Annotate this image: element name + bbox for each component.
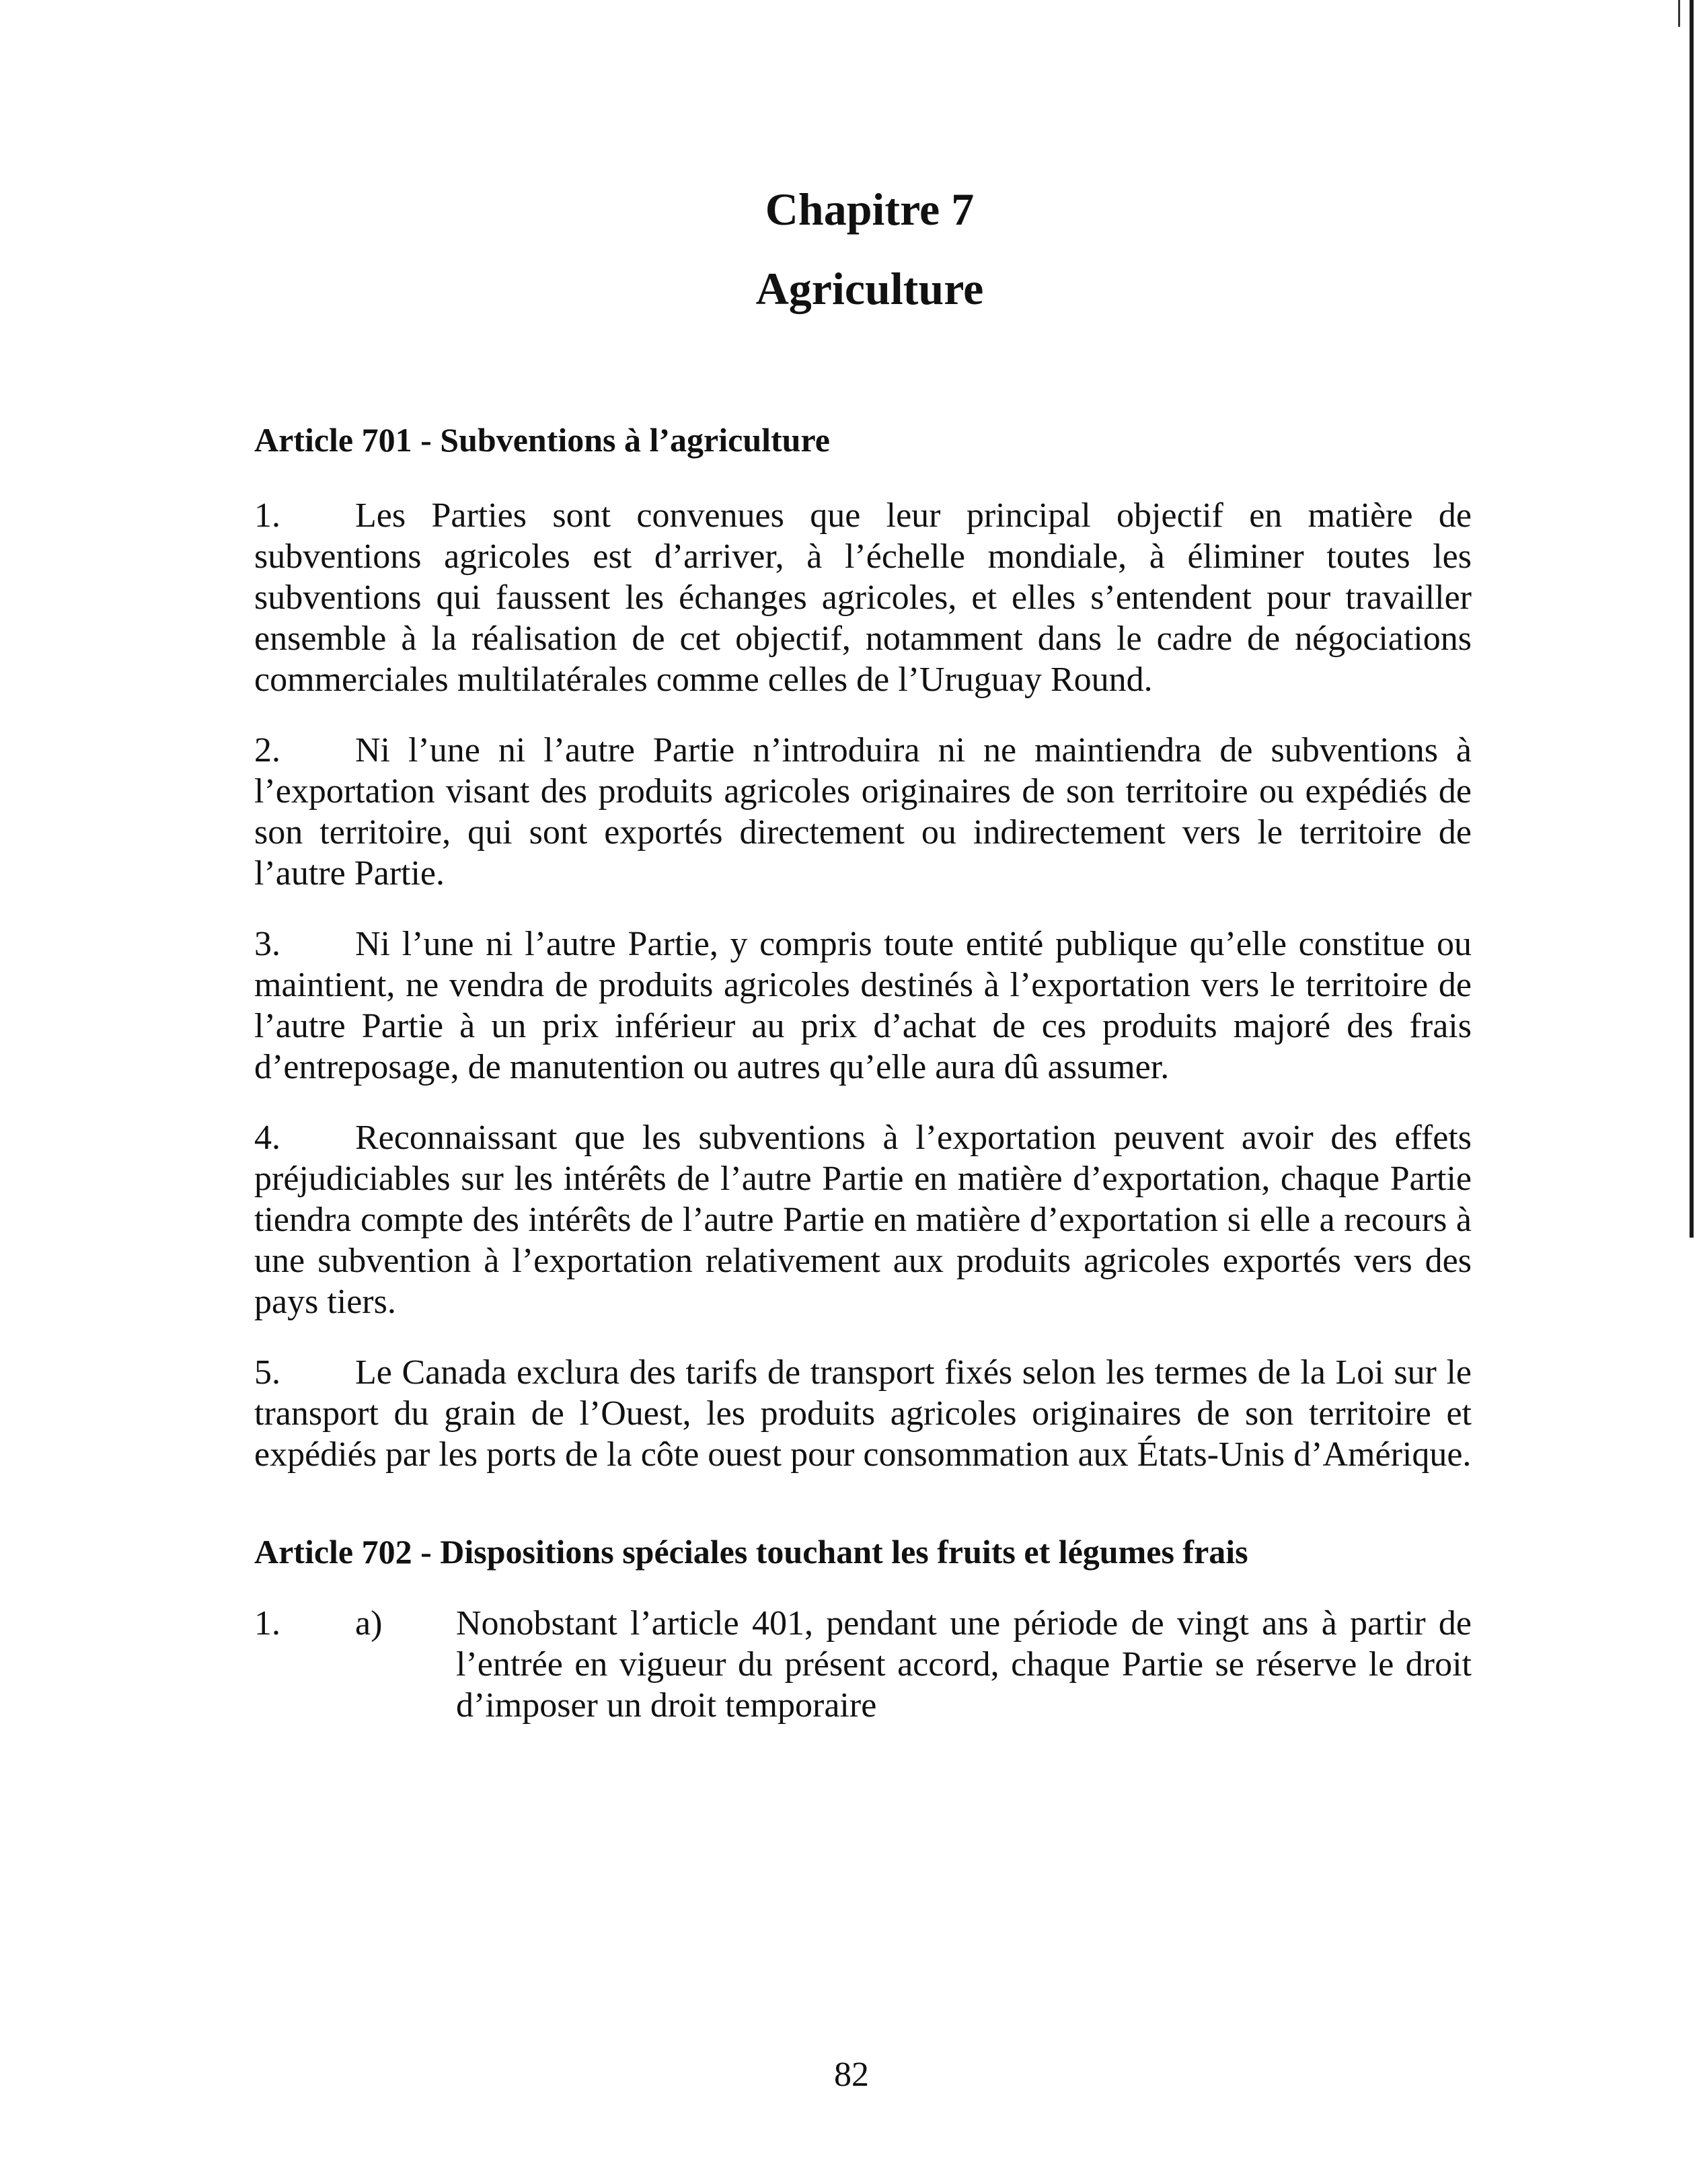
article-701-paragraph-5 [254, 1352, 1472, 1475]
page-number: 82 [834, 2056, 869, 2094]
article-701 [254, 420, 1472, 1475]
article-701-paragraph-3 [254, 924, 1472, 1088]
chapter-title: Agriculture [755, 263, 984, 314]
page-edge-line [1690, 0, 1694, 1238]
article-701-paragraph-2 [254, 730, 1472, 894]
article-702-item-1a [254, 1603, 1472, 1726]
paragraph-text: Reconnaissant que les subventions à l’exportation peuvent avoir des effets préjudiciables sur les intérêts de l’autre Partie en matière d’exportation, chaque Partie tiendra compte des intérêts de l’autre Partie en matière d’exportation si elle a recours à une subvention à l’exportation relativement aux produits agricoles exportés vers des pays tiers. [254, 1119, 1472, 1321]
article-702-heading: Article 702 - Dispositions spéciales touchant les fruits et légumes frais [254, 1533, 1248, 1571]
paragraph-number: 5. [254, 1353, 280, 1392]
article-701-paragraph-1 [254, 495, 1472, 700]
chapter-number: Chapitre 7 [765, 184, 975, 235]
paragraph-number: 4. [254, 1119, 280, 1157]
article-702 [254, 1532, 1472, 1726]
article-701-paragraph-4 [254, 1117, 1472, 1322]
paragraph-number: 3. [254, 925, 280, 963]
item-text: Nonobstant l’article 401, pendant une période de vingt ans à partir de l’entrée en vigueur du présent accord, chaque Partie se réserve le droit d’imposer un droit temporaire [456, 1604, 1472, 1725]
item-letter: a) [355, 1604, 383, 1643]
paragraph-text: Les Parties sont convenues que leur principal objectif en matière de subventions agricoles est d’arriver, à l’échelle mondiale, à éliminer toutes les subventions qui faussent les échanges agricoles, et elles s’entendent pour travailler ensemble à la réalisation de cet objectif, notamment dans le cadre de négociations commerciales multilatérales comme celles de l’Uruguay Round. [254, 496, 1472, 699]
document-page [254, 168, 1472, 1726]
paragraph-number: 1. [254, 496, 280, 535]
paragraph-number: 2. [254, 731, 280, 769]
article-701-heading: Article 701 - Subventions à l’agriculture [254, 421, 830, 459]
paragraph-text: Ni l’une ni l’autre Partie, y compris toute entité publique qu’elle constitue ou maintient, ne vendra de produits agricoles destinés à l’exportation vers le territoire de l’autre Partie à un prix inférieur au prix d’achat de ces produits majoré des frais d’entreposage, de manutention ou autres qu’elle aura dû assumer. [254, 925, 1472, 1086]
paragraph-text: Ni l’une ni l’autre Partie n’introduira ni ne maintiendra de subventions à l’exportation visant des produits agricoles originaires de son territoire ou expédiés de son territoire, qui sont exportés directement ou indirectement vers le territoire de l’autre Partie. [254, 731, 1472, 893]
item-number: 1. [254, 1604, 280, 1643]
paragraph-text: Le Canada exclura des tarifs de transport fixés selon les termes de la Loi sur le transport du grain de l’Ouest, les produits agricoles originaires de son territoire et expédiés par les ports de la côte ouest pour consommation aux États-Unis d’Amérique. [254, 1353, 1472, 1474]
page-edge-tick [1678, 0, 1680, 27]
